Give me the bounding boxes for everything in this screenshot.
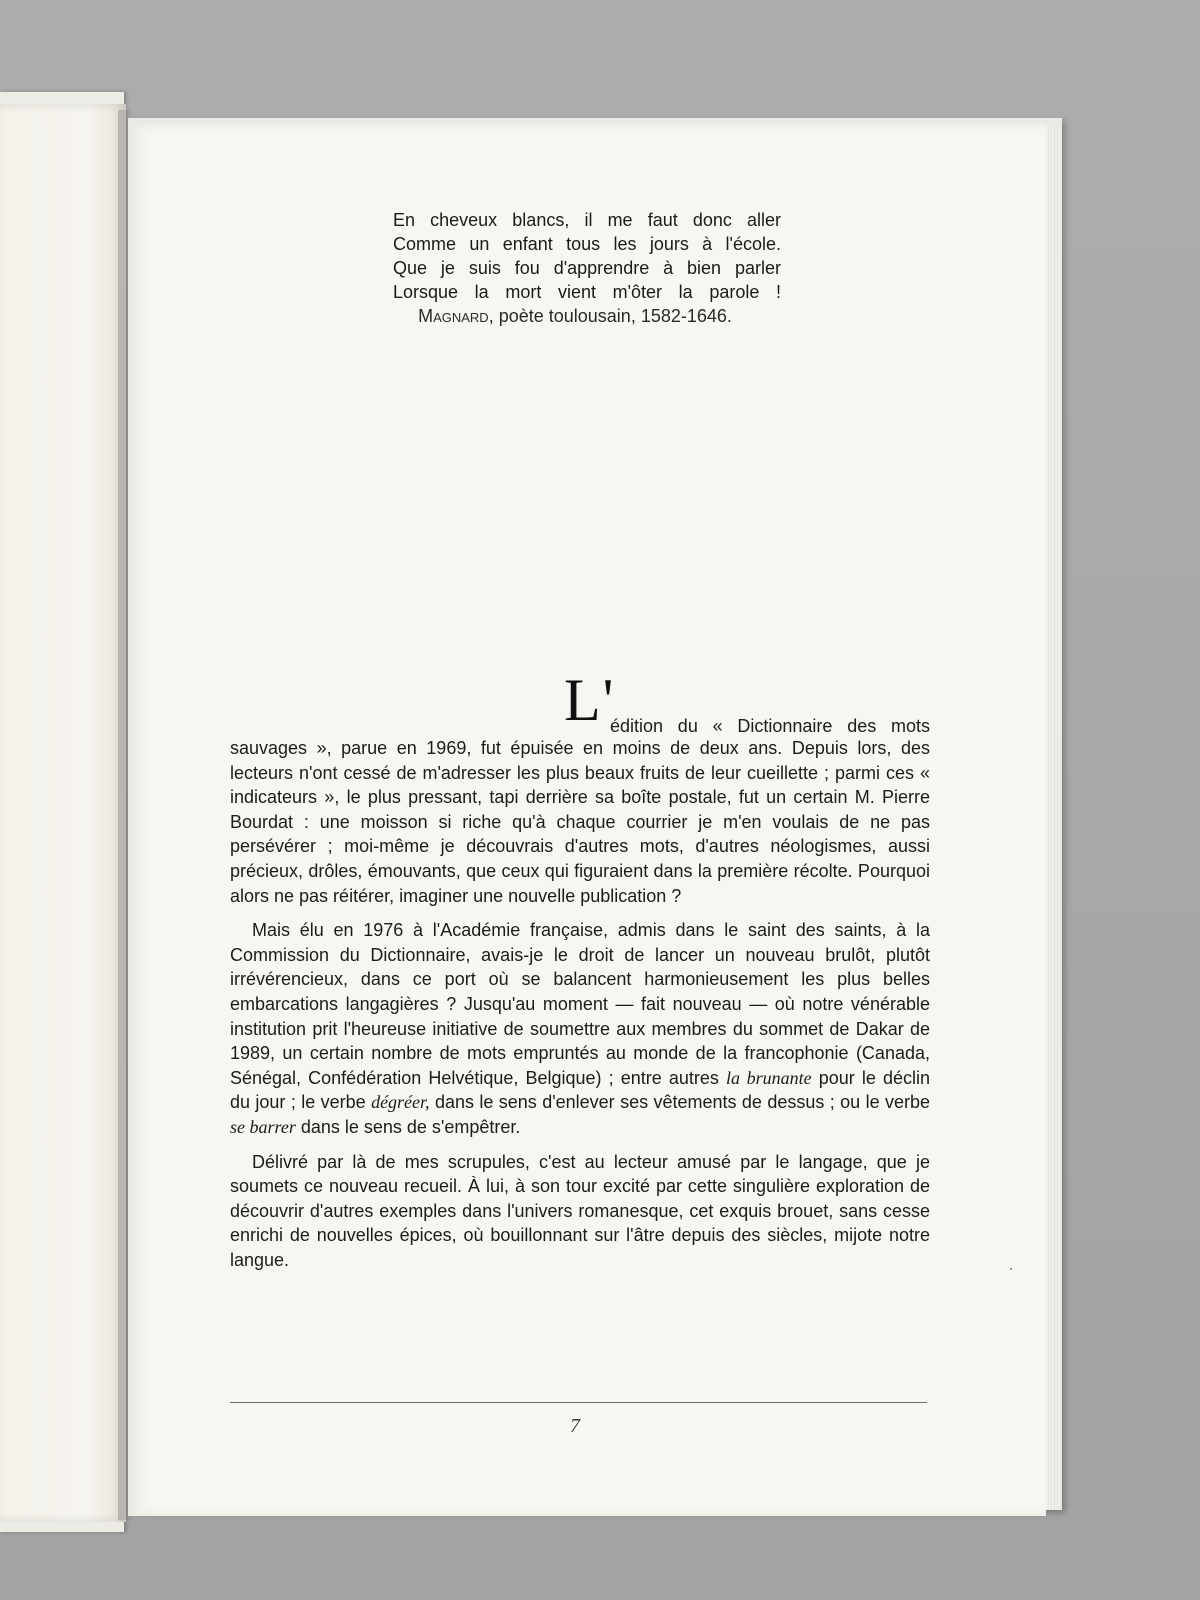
epigraph-attribution xyxy=(393,304,781,328)
opening-line xyxy=(230,667,930,736)
epigraph-line: Lorsque la mort vient m'ôter la parole ! xyxy=(393,282,781,302)
footer-rule xyxy=(230,1402,927,1403)
body-text xyxy=(230,667,930,1272)
paragraph-2-text: Mais élu en 1976 à l'Académie française, admis dans le saint des saints, à la Commission du Dictionnaire, avais-je le droit de lancer un nouveau brulôt, plutôt irrévérencieux, dans ce port où se balancent harmonieusement les plus belles embarcations langagières ? Jusqu'au moment — fait nouveau — où notre vénérable institution prit l'heureuse initiative de soumettre aux membres du sommet de Dakar de 1989, un certain nombre de mots empruntés au monde de la francophonie (Canada, Sénégal, Confédération Helvétique, Belgique) ; entre autres xyxy=(230,920,930,1088)
paragraph-2-text: dans le sens d'enlever ses vêtements de dessus ; ou le verbe xyxy=(429,1092,930,1113)
paragraph-2-text: dans le sens de s'empêtrer. xyxy=(295,1116,521,1137)
epigraph-author-detail: , poète toulousain, 1582-1646. xyxy=(488,306,732,326)
paragraph-2-text: pour le déclin du jour ; le verbe xyxy=(230,1067,930,1113)
italic-term: la brunante xyxy=(726,1067,812,1088)
paragraph-3: Délivré par là de mes scrupules, c'est au lecteur amusé par le langage, que je soumets ce nouveau recueil. À lui, à son tour excité par cette singulière exploration de découvrir d'autres exemples dans l'univers romanesque, cet exquis brouet, sans cesse enrichi de nouvelles épices, où bouillonnant sur l'âtre depuis des siècles, mijote notre langue. xyxy=(230,1151,930,1270)
page-block-edge xyxy=(1046,126,1060,1510)
paragraph-1: sauvages », parue en 1969, fut épuisée en moins de deux ans. Depuis lors, des lecteurs n'ont cessé de m'adresser les plus beaux fruits de leur cueillette ; parmi ces « indicateurs », le plus pressant, tapi derrière sa boîte postale, fut un certain M. Pierre Bourdat : une moisson si riche qu'à chaque courrier je m'en voulais de ne pas persévérer ; moi-même je découvrais d'autres mots, d'autres néologismes, aussi précieux, drôles, émouvants, que ceux qui figuraient dans la première récolte. Pourquoi alors ne pas réitérer, imaginer une nouvelle publication ? xyxy=(230,738,930,906)
italic-term: se barrer xyxy=(230,1116,296,1137)
italic-term: dégréer, xyxy=(371,1092,430,1113)
epigraph-line: Comme un enfant tous les jours à l'école. xyxy=(393,234,781,254)
left-page xyxy=(0,104,126,1522)
paper-speck xyxy=(1010,1268,1012,1270)
first-line: édition du « Dictionnaire des mots xyxy=(610,716,930,736)
epigraph-line: En cheveux blancs, il me faut donc aller xyxy=(393,210,781,230)
epigraph-author: Magnard xyxy=(418,306,489,326)
page-number: 7 xyxy=(570,1415,580,1437)
drop-cap: L' xyxy=(564,667,616,733)
paragraph-2 xyxy=(230,918,930,1139)
epigraph xyxy=(393,208,781,328)
epigraph-line: Que je suis fou d'apprendre à bien parler xyxy=(393,258,781,278)
